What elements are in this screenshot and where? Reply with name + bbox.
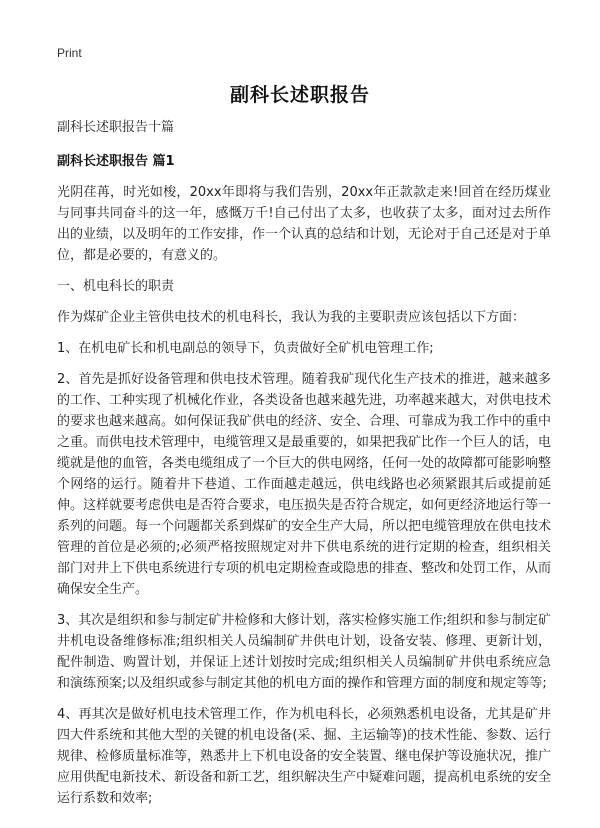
document-body	[57, 118, 551, 819]
section-title: 副科长述职报告 篇1	[57, 154, 175, 169]
paragraph-item-4: 4、再其次是做好机电技术管理工作，作为机电科长，必须熟悉机电设备，尤其是矿井四大件系统和其他大型的关键的机电设备(采、掘、主运输等)的技术性能、参数、运行规律、检修质量标准等，熟悉井上下机电设备的安全装置、继电保护等设施状况，推广应用供配电新技术、新设备和新工艺，组织解决生产中疑难问题，提高机电系统的安全运行系数和效率;	[57, 707, 552, 806]
document-title: 副科长述职报告	[229, 84, 370, 106]
paragraph-intro: 光阴荏苒，时光如梭，20xx年即将与我们告别，20xx年正款款走来!回首在经历煤业与同事共同奋斗的这一年，感慨万千!自己付出了太多，也收获了太多，面对过去所作出的业绩，以及明年的工作安排，作一个认真的总结和计划，无论对于自己还是对于单位，都是必要的，有意义的。	[57, 185, 552, 263]
paragraph-item-1: 1、在机电矿长和机电副总的领导下，负责做好全矿机电管理工作;	[57, 341, 434, 356]
paragraph-duties-intro: 作为煤矿企业主管供电技术的机电科长，我认为我的主要职责应该包括以下方面：	[57, 310, 526, 325]
paragraph-item-3: 3、其次是组织和参与制定矿井检修和大修计划，落实检修实施工作;组织和参与制定矿井机电设备维修标准;组织相关人员编制矿井供电计划，设备安装、修理、更新计划，配件制造、购置计划，并保证上述计划按时完成;组织相关人员编制矿井供电系统应急和演练预案;以及组织或参与制定其他的机电方面的操作和管理方面的制度和规定等等;	[57, 613, 551, 691]
document-subtitle: 副科长述职报告十篇	[57, 120, 175, 135]
print-label: Print	[57, 46, 82, 60]
paragraph-item-2: 2、首先是抓好设备管理和供电技术管理。随着我矿现代化生产技术的推进，越来越多的工作、工种实现了机械化作业，各类设备也越来越先进，功率越来越大，对供电技术的要求也越来越高。如何保证我矿供电的经济、安全、合理、可靠成为我工作中的重中之重。而供电技术管理中，电缆管理又是最重要的，如果把我矿比作一个巨人的话，电缆就是他的血管，各类电缆组成了一个巨大的供电网络，任何一处的故障都可能影响整个网络的运行。随着井下巷道、工作面越走越远，供电线路也必须紧跟其后或提前延伸。这样就要考虑供电是否符合要求，电压损失是否符合规定，如何更经济地运行等一系列的问题。每一个问题都关系到煤矿的安全生产大局，所以把电缆管理放在供电技术管理的首位是必须的;必须严格按照规定对井下供电系统的进行定期的检查，组织相关部门对井上下供电系统进行专项的机电定期检查或隐患的排查、整改和处罚工作，从而确保安全生产。	[57, 372, 552, 597]
paragraph-heading-duties: 一、机电科长的职责	[57, 279, 175, 294]
